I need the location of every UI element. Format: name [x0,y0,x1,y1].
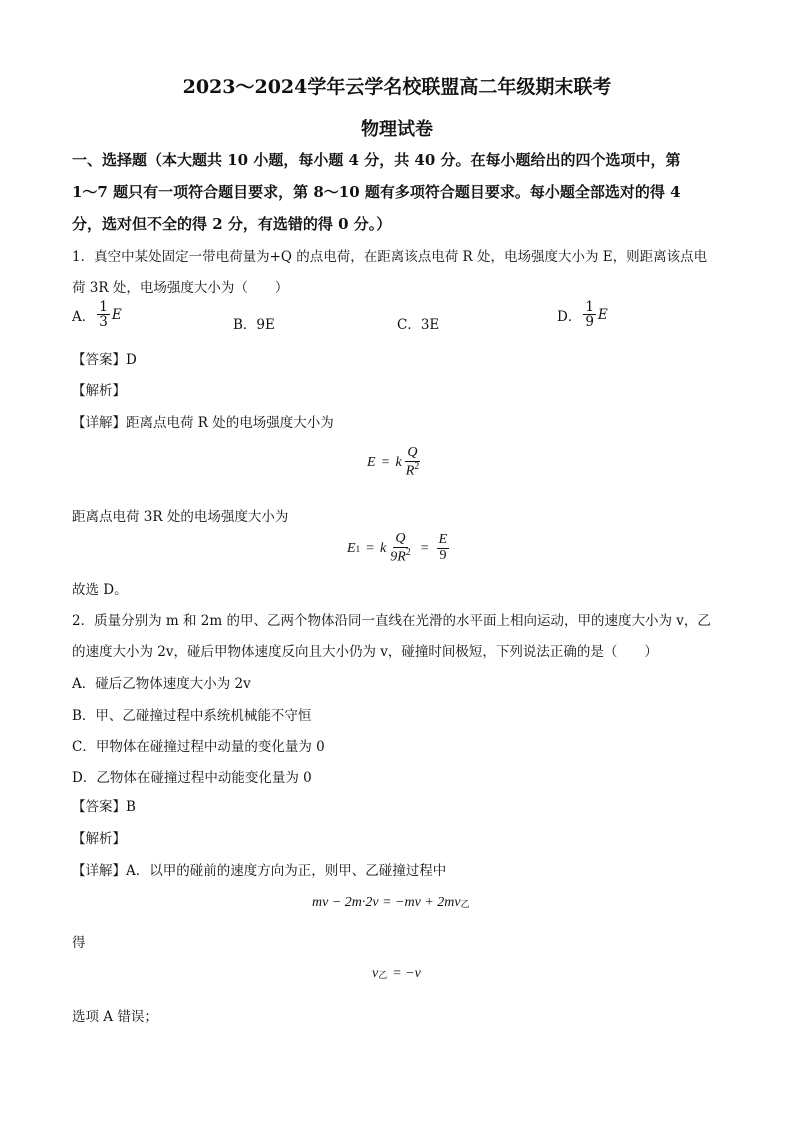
eq-e: E [367,454,376,470]
eq2-k: k [379,540,387,556]
q2-option-b: B．甲、乙碰撞过程中系统机械能不守恒 [72,708,312,724]
q2-stem-line1: 2．质量分别为 m 和 2m 的甲、乙两个物体沿同一直线在光滑的水平面上相向运动，甲的速度大小为 v，乙 [72,613,711,629]
eq2-equals: = [366,540,374,556]
q1-equation-2 [347,532,451,565]
q1-mid-text: 距离点电荷 3R 处的电场强度大小为 [72,509,289,525]
eq2-e-sub: 1 [355,543,361,554]
section-instructions-line2: 1～7 题只有一项符合题目要求，第 8～10 题有多项符合题目要求。每小题全部选对的得 4 [72,183,681,201]
q1-analysis-heading: 【解析】 [72,383,126,399]
eq2-denominator-2: 9 [439,548,447,564]
q2-answer: 【答案】B [72,799,136,815]
eq-numerator: Q [407,445,418,460]
eq2-denominator: 9R [390,549,406,565]
q1-stem-line1: 1．真空中某处固定一带电荷量为+Q 的点电荷，在距离该点电荷 R 处，电场强度大小为 E，则距离该点电 [72,249,708,265]
section-instructions-line3: 分，选对但不全的得 2 分，有选错的得 0 分。） [72,215,392,233]
exam-subtitle: 物理试卷 [361,119,433,140]
q1-detail: 【详解】距离点电荷 R 处的电场强度大小为 [72,415,334,431]
q1-equation-1 [367,446,423,479]
q2-option-d: D．乙物体在碰撞过程中动能变化量为 0 [72,770,312,786]
q2-option-a: A．碰后乙物体速度大小为 2v [72,676,251,692]
q1-option-a-num: 1 [99,299,108,315]
q2-eq2-sub: 乙 [378,969,388,980]
q2-eq1-sub: 乙 [460,898,470,909]
eq2-numerator: Q [395,531,406,546]
eq-equals: = [381,454,390,470]
q2-eq1-body: mv − 2m·2v = −mv + 2mv [312,895,461,910]
q1-option-a-label: A． [72,308,96,325]
q2-eq2-v: v [372,966,379,981]
q1-option-c: C．3E [397,317,440,333]
q2-stem-line2: 的速度大小为 2v，碰后甲物体速度反向且大小仍为 v，碰撞时间极短，下列说法正确的是（ ） [72,644,658,660]
q1-option-a-var: E [111,306,122,323]
eq2-exponent: 2 [405,546,411,558]
q1-option-d [557,300,608,329]
q2-detail: 【详解】A．以甲的碰前的速度方向为正，则甲、乙碰撞过程中 [72,863,447,879]
eq-k: k [395,454,402,470]
q2-option-c: C．甲物体在碰撞过程中动量的变化量为 0 [72,739,325,755]
eq2-numerator-2: E [438,532,448,548]
q1-option-d-num: 1 [585,299,594,315]
q1-answer: 【答案】D [72,352,137,368]
q2-conclusion: 选项 A 错误； [72,1009,158,1025]
exam-title: 2023～2024学年云学名校联盟高二年级期末联考 [182,76,612,98]
eq-exponent: 2 [414,460,420,472]
q1-conclusion: 故选 D。 [72,582,128,598]
eq-denominator: R [405,463,415,479]
eq2-equals-2: = [420,540,429,556]
q1-option-d-den: 9 [585,314,594,331]
q1-option-a [72,300,122,329]
section-instructions-line1: 一、选择题（本大题共 10 小题，每小题 4 分，共 40 分。在每小题给出的四个选项中，第 [72,151,681,169]
q1-option-a-den: 3 [99,314,108,331]
q1-stem-line2: 荷 3R 处，电场强度大小为（ ） [72,280,289,296]
q1-option-d-var: E [597,306,608,323]
q2-equation-1 [312,895,470,911]
q1-option-d-label: D． [557,308,582,325]
q2-analysis-heading: 【解析】 [72,831,126,847]
q2-de: 得 [72,935,86,951]
q2-equation-2 [372,966,421,982]
eq2-e: E [347,540,356,556]
q1-option-b: B．9E [233,317,275,333]
q2-eq2-rhs: = −v [392,966,421,981]
